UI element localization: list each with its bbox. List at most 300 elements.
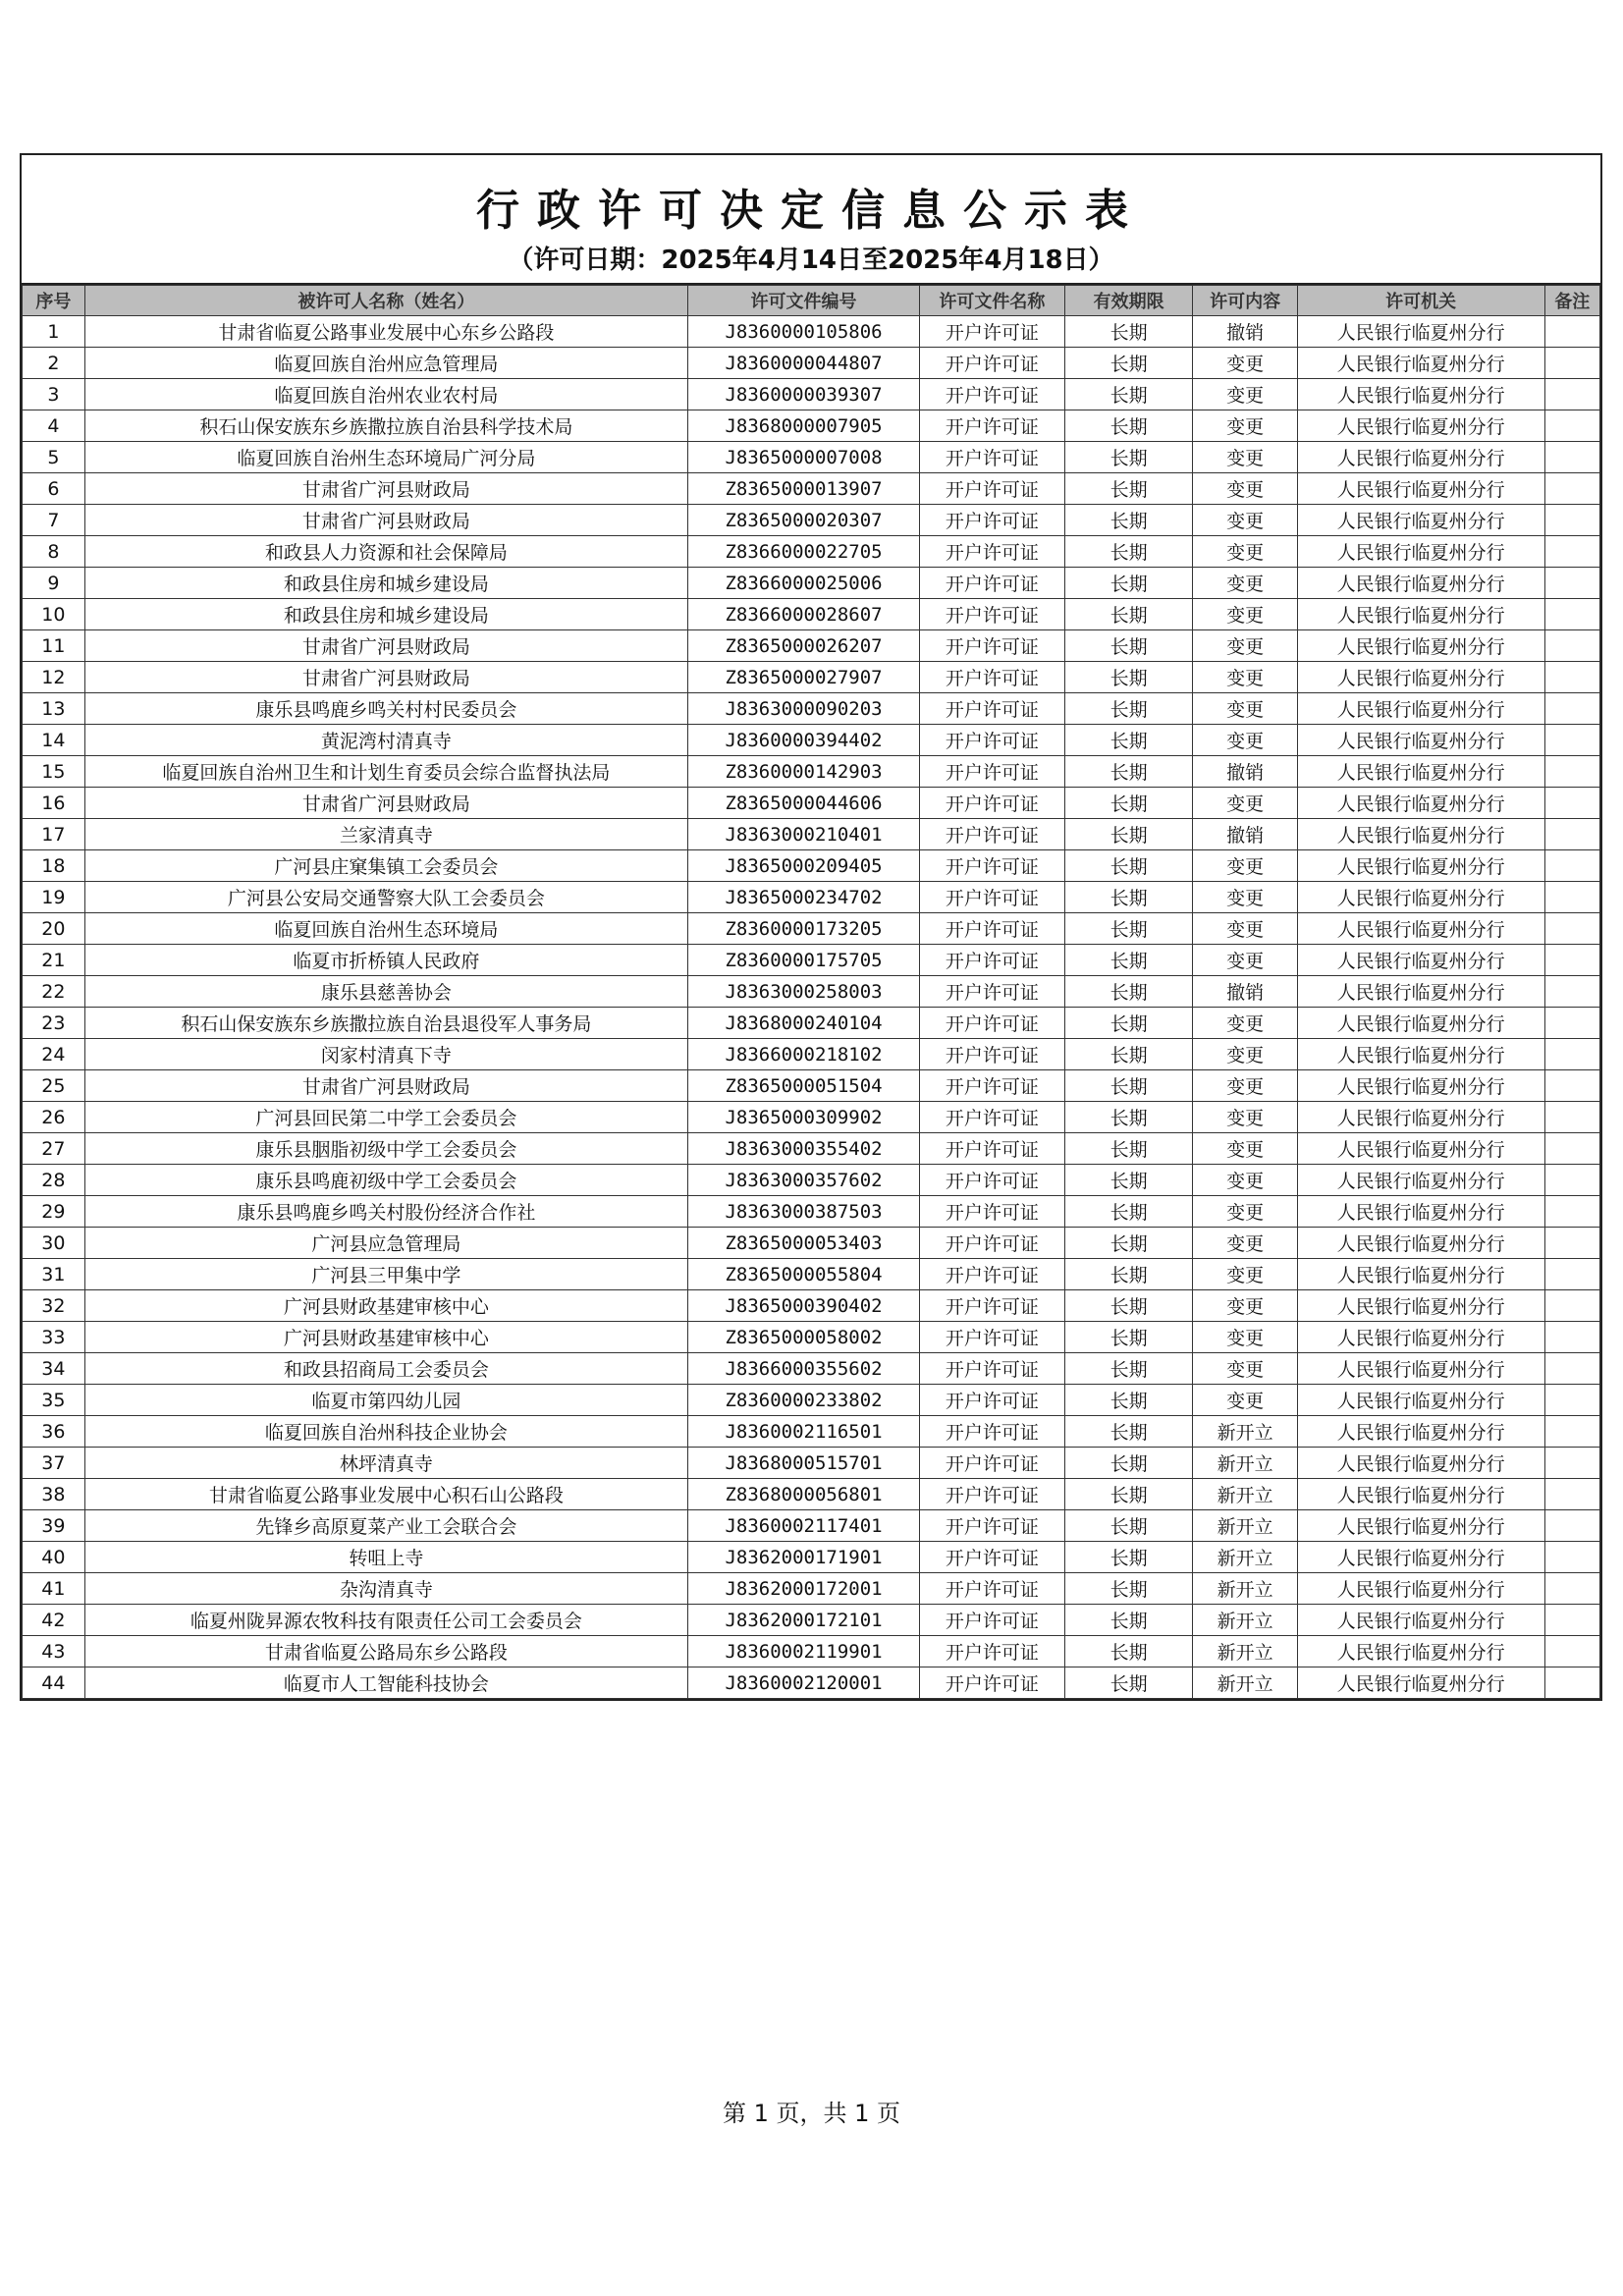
content-cell: 变更 — [1193, 1385, 1297, 1416]
authority-cell: 人民银行临夏州分行 — [1297, 1510, 1544, 1542]
content-cell: 新开立 — [1193, 1542, 1297, 1573]
term-cell: 长期 — [1064, 1290, 1193, 1322]
term-cell: 长期 — [1064, 1102, 1193, 1133]
code-cell: J8366000355602 — [688, 1353, 920, 1385]
code-cell: J8363000258003 — [688, 976, 920, 1008]
authority-cell: 人民银行临夏州分行 — [1297, 788, 1544, 819]
content-cell: 新开立 — [1193, 1605, 1297, 1636]
authority-cell: 人民银行临夏州分行 — [1297, 725, 1544, 756]
term-cell: 长期 — [1064, 882, 1193, 913]
seq-cell: 7 — [23, 505, 85, 536]
doc-name-cell: 开户许可证 — [920, 1290, 1065, 1322]
table-row — [23, 630, 1600, 662]
name-cell: 和政县住房和城乡建设局 — [84, 599, 687, 630]
term-cell: 长期 — [1064, 788, 1193, 819]
name-cell: 甘肃省广河县财政局 — [84, 505, 687, 536]
remark-cell — [1544, 1228, 1599, 1259]
term-cell: 长期 — [1064, 1542, 1193, 1573]
doc-name-cell: 开户许可证 — [920, 410, 1065, 442]
term-cell: 长期 — [1064, 473, 1193, 505]
name-cell: 先锋乡高原夏菜产业工会联合会 — [84, 1510, 687, 1542]
table-row — [23, 568, 1600, 599]
name-cell: 康乐县慈善协会 — [84, 976, 687, 1008]
remark-cell — [1544, 316, 1599, 348]
content-cell: 变更 — [1193, 1228, 1297, 1259]
remark-cell — [1544, 1070, 1599, 1102]
seq-cell: 32 — [23, 1290, 85, 1322]
table-row — [23, 913, 1600, 945]
seq-header: 序号 — [23, 286, 85, 316]
code-cell: J8368000240104 — [688, 1008, 920, 1039]
code-cell: Z8366000025006 — [688, 568, 920, 599]
doc-name-cell: 开户许可证 — [920, 1228, 1065, 1259]
seq-cell: 24 — [23, 1039, 85, 1070]
date-range: （许可日期：2025年4月14日至2025年4月18日） — [508, 246, 1114, 275]
table-row — [23, 1479, 1600, 1510]
seq-cell: 14 — [23, 725, 85, 756]
authority-cell: 人民银行临夏州分行 — [1297, 1479, 1544, 1510]
content-cell: 撤销 — [1193, 819, 1297, 850]
term-cell: 长期 — [1064, 1667, 1193, 1699]
code-cell: J8360000039307 — [688, 379, 920, 410]
authority-cell: 人民银行临夏州分行 — [1297, 1039, 1544, 1070]
name-cell: 和政县住房和城乡建设局 — [84, 568, 687, 599]
seq-cell: 21 — [23, 945, 85, 976]
code-cell: J8363000355402 — [688, 1133, 920, 1165]
code-cell: Z8360000142903 — [688, 756, 920, 788]
code-cell: Z8360000175705 — [688, 945, 920, 976]
remark-cell — [1544, 693, 1599, 725]
content-cell: 变更 — [1193, 1102, 1297, 1133]
doc-name-cell: 开户许可证 — [920, 819, 1065, 850]
name-cell: 杂沟清真寺 — [84, 1573, 687, 1605]
remark-cell — [1544, 568, 1599, 599]
remark-cell — [1544, 505, 1599, 536]
code-cell: Z8365000053403 — [688, 1228, 920, 1259]
title-block — [22, 155, 1600, 285]
code-cell: J8365000007008 — [688, 442, 920, 473]
name-cell: 广河县三甲集中学 — [84, 1259, 687, 1290]
name-cell: 甘肃省广河县财政局 — [84, 630, 687, 662]
doc-name-cell: 开户许可证 — [920, 945, 1065, 976]
content-cell: 变更 — [1193, 662, 1297, 693]
seq-cell: 10 — [23, 599, 85, 630]
content-cell: 变更 — [1193, 693, 1297, 725]
term-cell: 长期 — [1064, 568, 1193, 599]
code-cell: J8363000210401 — [688, 819, 920, 850]
name-cell: 临夏回族自治州生态环境局 — [84, 913, 687, 945]
term-cell: 长期 — [1064, 536, 1193, 568]
content-cell: 新开立 — [1193, 1416, 1297, 1448]
term-cell: 长期 — [1064, 976, 1193, 1008]
table-row — [23, 850, 1600, 882]
doc-name-cell: 开户许可证 — [920, 1479, 1065, 1510]
name-cell: 康乐县鸣鹿初级中学工会委员会 — [84, 1165, 687, 1196]
seq-cell: 6 — [23, 473, 85, 505]
table-row — [23, 882, 1600, 913]
seq-cell: 41 — [23, 1573, 85, 1605]
seq-cell: 42 — [23, 1605, 85, 1636]
seq-cell: 36 — [23, 1416, 85, 1448]
content-cell: 撤销 — [1193, 316, 1297, 348]
table-row — [23, 1448, 1600, 1479]
name-cell: 临夏州陇昇源农牧科技有限责任公司工会委员会 — [84, 1605, 687, 1636]
term-cell: 长期 — [1064, 316, 1193, 348]
content-cell: 变更 — [1193, 1353, 1297, 1385]
seq-cell: 2 — [23, 348, 85, 379]
page-title: 行政许可决定信息公示表 — [476, 186, 1146, 236]
doc-name-cell: 开户许可证 — [920, 1008, 1065, 1039]
doc-name-cell: 开户许可证 — [920, 473, 1065, 505]
content-cell: 变更 — [1193, 1196, 1297, 1228]
content-cell: 变更 — [1193, 1290, 1297, 1322]
name-cell: 甘肃省广河县财政局 — [84, 1070, 687, 1102]
authority-cell: 人民银行临夏州分行 — [1297, 819, 1544, 850]
term-cell: 长期 — [1064, 1636, 1193, 1667]
authority-cell: 人民银行临夏州分行 — [1297, 1573, 1544, 1605]
name-cell: 广河县财政基建审核中心 — [84, 1322, 687, 1353]
authority-cell: 人民银行临夏州分行 — [1297, 1165, 1544, 1196]
remark-cell — [1544, 850, 1599, 882]
permit-table — [22, 285, 1600, 1699]
remark-cell — [1544, 1039, 1599, 1070]
remark-cell — [1544, 1008, 1599, 1039]
code-cell: Z8360000173205 — [688, 913, 920, 945]
authority-cell: 人民银行临夏州分行 — [1297, 1605, 1544, 1636]
seq-cell: 27 — [23, 1133, 85, 1165]
content-cell: 变更 — [1193, 442, 1297, 473]
doc-name-cell: 开户许可证 — [920, 1667, 1065, 1699]
authority-cell: 人民银行临夏州分行 — [1297, 1070, 1544, 1102]
doc-name-cell: 开户许可证 — [920, 348, 1065, 379]
term-cell: 长期 — [1064, 725, 1193, 756]
remark-cell — [1544, 473, 1599, 505]
authority-cell: 人民银行临夏州分行 — [1297, 1667, 1544, 1699]
authority-cell: 人民银行临夏州分行 — [1297, 1322, 1544, 1353]
authority-cell: 人民银行临夏州分行 — [1297, 913, 1544, 945]
doc-name-cell: 开户许可证 — [920, 1196, 1065, 1228]
remark-cell — [1544, 1353, 1599, 1385]
authority-cell: 人民银行临夏州分行 — [1297, 1196, 1544, 1228]
term-cell: 长期 — [1064, 1510, 1193, 1542]
doc-name-cell: 开户许可证 — [920, 1416, 1065, 1448]
authority-cell: 人民银行临夏州分行 — [1297, 410, 1544, 442]
term-cell: 长期 — [1064, 819, 1193, 850]
authority-cell: 人民银行临夏州分行 — [1297, 505, 1544, 536]
name-cell: 和政县人力资源和社会保障局 — [84, 536, 687, 568]
authority-cell: 人民银行临夏州分行 — [1297, 1385, 1544, 1416]
table-row — [23, 1542, 1600, 1573]
code-cell: Z8365000013907 — [688, 473, 920, 505]
seq-cell: 23 — [23, 1008, 85, 1039]
term-cell: 长期 — [1064, 1259, 1193, 1290]
table-row — [23, 536, 1600, 568]
remark-cell — [1544, 442, 1599, 473]
name-cell: 闵家村清真下寺 — [84, 1039, 687, 1070]
content-cell: 变更 — [1193, 379, 1297, 410]
code-cell: Z8365000044606 — [688, 788, 920, 819]
code-cell: J8368000007905 — [688, 410, 920, 442]
content-cell: 变更 — [1193, 913, 1297, 945]
seq-cell: 1 — [23, 316, 85, 348]
term-cell: 长期 — [1064, 913, 1193, 945]
remark-header: 备注 — [1544, 286, 1599, 316]
content-cell: 新开立 — [1193, 1448, 1297, 1479]
content-cell: 新开立 — [1193, 1479, 1297, 1510]
doc-name-cell: 开户许可证 — [920, 1102, 1065, 1133]
doc-name-cell: 开户许可证 — [920, 599, 1065, 630]
name-header: 被许可人名称（姓名） — [84, 286, 687, 316]
table-row — [23, 316, 1600, 348]
remark-cell — [1544, 1133, 1599, 1165]
term-cell: 长期 — [1064, 693, 1193, 725]
seq-cell: 18 — [23, 850, 85, 882]
name-cell: 兰家清真寺 — [84, 819, 687, 850]
table-row — [23, 473, 1600, 505]
authority-cell: 人民银行临夏州分行 — [1297, 316, 1544, 348]
name-cell: 甘肃省广河县财政局 — [84, 788, 687, 819]
doc-name-cell: 开户许可证 — [920, 568, 1065, 599]
doc-name-cell: 开户许可证 — [920, 1165, 1065, 1196]
seq-cell: 20 — [23, 913, 85, 945]
authority-cell: 人民银行临夏州分行 — [1297, 1228, 1544, 1259]
content-cell: 变更 — [1193, 536, 1297, 568]
seq-cell: 30 — [23, 1228, 85, 1259]
content-cell: 变更 — [1193, 1259, 1297, 1290]
authority-cell: 人民银行临夏州分行 — [1297, 1448, 1544, 1479]
seq-cell: 25 — [23, 1070, 85, 1102]
code-cell: J8365000234702 — [688, 882, 920, 913]
term-cell: 长期 — [1064, 599, 1193, 630]
doc-name-cell: 开户许可证 — [920, 850, 1065, 882]
authority-cell: 人民银行临夏州分行 — [1297, 1416, 1544, 1448]
authority-cell: 人民银行临夏州分行 — [1297, 1259, 1544, 1290]
authority-cell: 人民银行临夏州分行 — [1297, 442, 1544, 473]
term-cell: 长期 — [1064, 1353, 1193, 1385]
table-row — [23, 976, 1600, 1008]
authority-cell: 人民银行临夏州分行 — [1297, 1008, 1544, 1039]
seq-cell: 19 — [23, 882, 85, 913]
content-cell: 变更 — [1193, 599, 1297, 630]
authority-cell: 人民银行临夏州分行 — [1297, 882, 1544, 913]
name-cell: 临夏回族自治州应急管理局 — [84, 348, 687, 379]
term-cell: 长期 — [1064, 1008, 1193, 1039]
seq-cell: 29 — [23, 1196, 85, 1228]
term-cell: 长期 — [1064, 1573, 1193, 1605]
doc-name-cell: 开户许可证 — [920, 316, 1065, 348]
remark-cell — [1544, 1573, 1599, 1605]
term-cell: 长期 — [1064, 630, 1193, 662]
page-footer: 第 1 页，共 1 页 — [722, 2100, 901, 2127]
seq-cell: 3 — [23, 379, 85, 410]
doc-name-cell: 开户许可证 — [920, 1353, 1065, 1385]
remark-cell — [1544, 379, 1599, 410]
content-cell: 变更 — [1193, 945, 1297, 976]
code-cell: Z8366000022705 — [688, 536, 920, 568]
doc-name-cell: 开户许可证 — [920, 693, 1065, 725]
doc-name-cell: 开户许可证 — [920, 1605, 1065, 1636]
authority-cell: 人民银行临夏州分行 — [1297, 945, 1544, 976]
table-row — [23, 1133, 1600, 1165]
code-cell: Z8366000028607 — [688, 599, 920, 630]
code-cell: J8366000218102 — [688, 1039, 920, 1070]
table-row — [23, 379, 1600, 410]
content-cell: 变更 — [1193, 630, 1297, 662]
remark-cell — [1544, 1322, 1599, 1353]
seq-cell: 4 — [23, 410, 85, 442]
header-row — [23, 286, 1600, 316]
authority-cell: 人民银行临夏州分行 — [1297, 568, 1544, 599]
doc-name-cell: 开户许可证 — [920, 976, 1065, 1008]
term-cell: 长期 — [1064, 1416, 1193, 1448]
term-cell: 长期 — [1064, 945, 1193, 976]
table-header — [23, 286, 1600, 316]
name-cell: 临夏市折桥镇人民政府 — [84, 945, 687, 976]
table-row — [23, 788, 1600, 819]
content-cell: 新开立 — [1193, 1573, 1297, 1605]
code-cell: J8360002120001 — [688, 1667, 920, 1699]
remark-cell — [1544, 788, 1599, 819]
seq-cell: 33 — [23, 1322, 85, 1353]
remark-cell — [1544, 630, 1599, 662]
table-row — [23, 348, 1600, 379]
name-cell: 临夏市人工智能科技协会 — [84, 1667, 687, 1699]
table-row — [23, 756, 1600, 788]
table-row — [23, 1008, 1600, 1039]
name-cell: 广河县应急管理局 — [84, 1228, 687, 1259]
doc-name-header: 许可文件名称 — [920, 286, 1065, 316]
remark-cell — [1544, 1510, 1599, 1542]
content-cell: 变更 — [1193, 410, 1297, 442]
content-cell: 新开立 — [1193, 1667, 1297, 1699]
remark-cell — [1544, 1542, 1599, 1573]
code-cell: J8360000394402 — [688, 725, 920, 756]
code-cell: J8360002116501 — [688, 1416, 920, 1448]
doc-name-cell: 开户许可证 — [920, 536, 1065, 568]
seq-cell: 28 — [23, 1165, 85, 1196]
term-cell: 长期 — [1064, 379, 1193, 410]
code-cell: J8368000515701 — [688, 1448, 920, 1479]
name-cell: 林坪清真寺 — [84, 1448, 687, 1479]
doc-name-cell: 开户许可证 — [920, 1510, 1065, 1542]
code-cell: J8360002119901 — [688, 1636, 920, 1667]
seq-cell: 39 — [23, 1510, 85, 1542]
code-header: 许可文件编号 — [688, 286, 920, 316]
seq-cell: 34 — [23, 1353, 85, 1385]
term-cell: 长期 — [1064, 1133, 1193, 1165]
remark-cell — [1544, 1636, 1599, 1667]
content-cell: 新开立 — [1193, 1636, 1297, 1667]
term-cell: 长期 — [1064, 1385, 1193, 1416]
authority-cell: 人民银行临夏州分行 — [1297, 850, 1544, 882]
name-cell: 康乐县胭脂初级中学工会委员会 — [84, 1133, 687, 1165]
seq-cell: 8 — [23, 536, 85, 568]
code-cell: Z8368000056801 — [688, 1479, 920, 1510]
seq-cell: 5 — [23, 442, 85, 473]
seq-cell: 22 — [23, 976, 85, 1008]
table-row — [23, 1322, 1600, 1353]
content-cell: 变更 — [1193, 1165, 1297, 1196]
code-cell: J8363000387503 — [688, 1196, 920, 1228]
name-cell: 临夏回族自治州卫生和计划生育委员会综合监督执法局 — [84, 756, 687, 788]
name-cell: 临夏市第四幼儿园 — [84, 1385, 687, 1416]
remark-cell — [1544, 1385, 1599, 1416]
doc-name-cell: 开户许可证 — [920, 1070, 1065, 1102]
remark-cell — [1544, 1102, 1599, 1133]
table-row — [23, 442, 1600, 473]
authority-cell: 人民银行临夏州分行 — [1297, 348, 1544, 379]
remark-cell — [1544, 976, 1599, 1008]
code-cell: Z8360000233802 — [688, 1385, 920, 1416]
authority-cell: 人民银行临夏州分行 — [1297, 756, 1544, 788]
name-cell: 广河县财政基建审核中心 — [84, 1290, 687, 1322]
table-row — [23, 1102, 1600, 1133]
remark-cell — [1544, 725, 1599, 756]
term-cell: 长期 — [1064, 410, 1193, 442]
content-cell: 撤销 — [1193, 976, 1297, 1008]
seq-cell: 13 — [23, 693, 85, 725]
name-cell: 广河县公安局交通警察大队工会委员会 — [84, 882, 687, 913]
table-row — [23, 1259, 1600, 1290]
content-cell: 变更 — [1193, 788, 1297, 819]
table-row — [23, 1416, 1600, 1448]
authority-cell: 人民银行临夏州分行 — [1297, 599, 1544, 630]
seq-cell: 11 — [23, 630, 85, 662]
name-cell: 甘肃省临夏公路事业发展中心积石山公路段 — [84, 1479, 687, 1510]
content-cell: 变更 — [1193, 348, 1297, 379]
table-row — [23, 1636, 1600, 1667]
authority-cell: 人民银行临夏州分行 — [1297, 1636, 1544, 1667]
seq-cell: 26 — [23, 1102, 85, 1133]
code-cell: J8365000390402 — [688, 1290, 920, 1322]
term-cell: 长期 — [1064, 348, 1193, 379]
seq-cell: 38 — [23, 1479, 85, 1510]
code-cell: J8365000309902 — [688, 1102, 920, 1133]
authority-cell: 人民银行临夏州分行 — [1297, 536, 1544, 568]
term-cell: 长期 — [1064, 1479, 1193, 1510]
table-row — [23, 1290, 1600, 1322]
remark-cell — [1544, 662, 1599, 693]
term-cell: 长期 — [1064, 1165, 1193, 1196]
name-cell: 临夏回族自治州农业农村局 — [84, 379, 687, 410]
name-cell: 积石山保安族东乡族撒拉族自治县退役军人事务局 — [84, 1008, 687, 1039]
remark-cell — [1544, 410, 1599, 442]
authority-cell: 人民银行临夏州分行 — [1297, 1353, 1544, 1385]
disclosure-sheet — [20, 153, 1602, 1701]
seq-cell: 16 — [23, 788, 85, 819]
table-row — [23, 1353, 1600, 1385]
code-cell: J8360000044807 — [688, 348, 920, 379]
table-row — [23, 819, 1600, 850]
seq-cell: 43 — [23, 1636, 85, 1667]
term-cell: 长期 — [1064, 1070, 1193, 1102]
table-row — [23, 725, 1600, 756]
remark-cell — [1544, 1479, 1599, 1510]
name-cell: 康乐县鸣鹿乡鸣关村股份经济合作社 — [84, 1196, 687, 1228]
table-row — [23, 1196, 1600, 1228]
content-cell: 撤销 — [1193, 756, 1297, 788]
term-header: 有效期限 — [1064, 286, 1193, 316]
authority-cell: 人民银行临夏州分行 — [1297, 693, 1544, 725]
name-cell: 康乐县鸣鹿乡鸣关村村民委员会 — [84, 693, 687, 725]
remark-cell — [1544, 1165, 1599, 1196]
table-row — [23, 662, 1600, 693]
doc-name-cell: 开户许可证 — [920, 1385, 1065, 1416]
remark-cell — [1544, 1605, 1599, 1636]
name-cell: 和政县招商局工会委员会 — [84, 1353, 687, 1385]
doc-name-cell: 开户许可证 — [920, 725, 1065, 756]
content-cell: 变更 — [1193, 473, 1297, 505]
